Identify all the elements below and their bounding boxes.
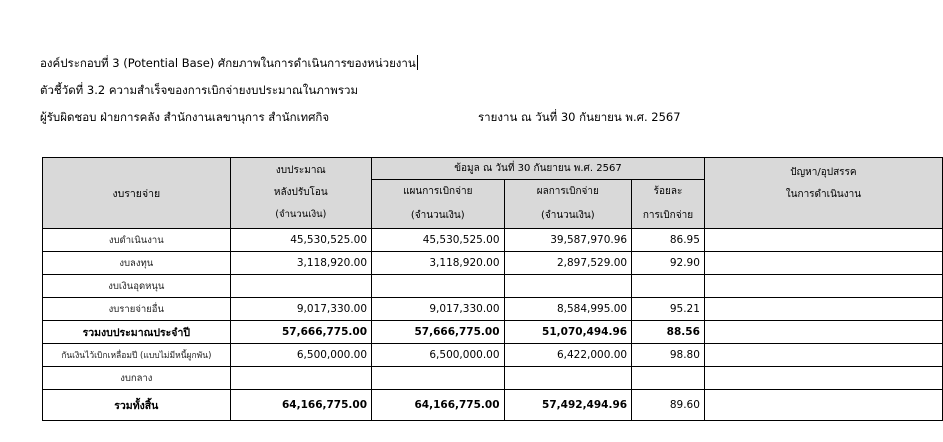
problem-cell[interactable] xyxy=(704,367,942,390)
text-cursor xyxy=(417,55,418,70)
budget-cell[interactable]: 57,666,775.00 xyxy=(230,321,371,344)
table-row xyxy=(43,367,943,390)
budget-cell[interactable]: 3,118,920.00 xyxy=(230,252,371,275)
header-expense-type[interactable] xyxy=(43,158,231,229)
table-row xyxy=(43,344,943,367)
percent-cell[interactable]: 88.56 xyxy=(632,321,705,344)
percent-cell[interactable]: 89.60 xyxy=(632,390,705,421)
header-data-group[interactable] xyxy=(372,158,705,180)
budget-table xyxy=(42,157,943,421)
percent-cell[interactable]: 92.90 xyxy=(632,252,705,275)
result-cell[interactable] xyxy=(504,275,632,298)
header-percent-line2: การเบิกจ่าย xyxy=(642,210,694,221)
header-plan-line2: (จำนวนเงิน) xyxy=(410,210,465,221)
problem-cell[interactable] xyxy=(704,321,942,344)
plan-cell[interactable]: 9,017,330.00 xyxy=(372,298,505,321)
problem-cell[interactable] xyxy=(704,275,942,298)
budget-cell[interactable] xyxy=(230,367,371,390)
problem-cell[interactable] xyxy=(704,229,942,252)
row-label[interactable]: งบลงทุน xyxy=(43,252,231,275)
plan-cell[interactable] xyxy=(372,367,505,390)
header-result[interactable] xyxy=(504,180,632,229)
heading-indicator-text: ตัวชี้วัดที่ 3.2 ความสำเร็จของการเบิกจ่ายงบประมาณในภาพรวม xyxy=(40,83,359,97)
doc-heading-indicator[interactable] xyxy=(40,82,358,100)
header-budget-line1: งบประมาณ xyxy=(275,165,326,176)
row-label[interactable]: งบกลาง xyxy=(43,367,231,390)
plan-cell[interactable]: 64,166,775.00 xyxy=(372,390,505,421)
header-problem-line2: ในการดำเนินงาน xyxy=(785,189,862,200)
row-label[interactable]: รวมทั้งสิ้น xyxy=(43,390,231,421)
table-row xyxy=(43,229,943,252)
problem-cell[interactable] xyxy=(704,252,942,275)
header-data-group-label: ข้อมูล ณ วันที่ 30 กันยายน พ.ศ. 2567 xyxy=(454,163,622,174)
percent-cell[interactable]: 86.95 xyxy=(632,229,705,252)
heading-owner-text: ผู้รับผิดชอบ ฝ่ายการคลัง สำนักงานเลขานุการ สำนักเทศกิจ xyxy=(40,110,330,124)
result-cell[interactable]: 51,070,494.96 xyxy=(504,321,632,344)
header-problem-line1: ปัญหา/อุปสรรค xyxy=(790,167,857,178)
percent-cell[interactable]: 98.80 xyxy=(632,344,705,367)
header-expense-label: งบรายจ่าย xyxy=(112,187,161,200)
row-label[interactable]: งบเงินอุดหนุน xyxy=(43,275,231,298)
result-cell[interactable]: 2,897,529.00 xyxy=(504,252,632,275)
header-percent-line1: ร้อยละ xyxy=(653,186,683,197)
header-plan[interactable] xyxy=(372,180,505,229)
percent-cell[interactable] xyxy=(632,275,705,298)
header-result-line1: ผลการเบิกจ่าย xyxy=(536,186,599,197)
plan-cell[interactable]: 3,118,920.00 xyxy=(372,252,505,275)
result-cell[interactable]: 57,492,494.96 xyxy=(504,390,632,421)
percent-cell[interactable] xyxy=(632,367,705,390)
table-row-total xyxy=(43,390,943,421)
plan-cell[interactable] xyxy=(372,275,505,298)
budget-cell[interactable]: 6,500,000.00 xyxy=(230,344,371,367)
budget-cell[interactable] xyxy=(230,275,371,298)
budget-cell[interactable]: 64,166,775.00 xyxy=(230,390,371,421)
header-percent[interactable] xyxy=(632,180,705,229)
header-budget[interactable] xyxy=(230,158,371,229)
budget-cell[interactable]: 45,530,525.00 xyxy=(230,229,371,252)
plan-cell[interactable]: 45,530,525.00 xyxy=(372,229,505,252)
header-result-line2: (จำนวนเงิน) xyxy=(540,210,595,221)
row-label[interactable]: งบรายจ่ายอื่น xyxy=(43,298,231,321)
table-row xyxy=(43,275,943,298)
header-budget-line2: หลังปรับโอน xyxy=(273,187,328,198)
plan-cell[interactable]: 57,666,775.00 xyxy=(372,321,505,344)
table-row xyxy=(43,252,943,275)
problem-cell[interactable] xyxy=(704,390,942,421)
header-plan-line1: แผนการเบิกจ่าย xyxy=(403,186,473,197)
percent-cell[interactable]: 95.21 xyxy=(632,298,705,321)
report-date[interactable]: รายงาน ณ วันที่ 30 กันยายน พ.ศ. 2567 xyxy=(478,110,681,124)
result-cell[interactable]: 8,584,995.00 xyxy=(504,298,632,321)
row-label[interactable]: งบดำเนินงาน xyxy=(43,229,231,252)
row-label[interactable]: รวมงบประมาณประจำปี xyxy=(43,321,231,344)
problem-cell[interactable] xyxy=(704,298,942,321)
budget-cell[interactable]: 9,017,330.00 xyxy=(230,298,371,321)
problem-cell[interactable] xyxy=(704,344,942,367)
doc-heading-owner[interactable] xyxy=(40,109,329,127)
doc-heading-component[interactable] xyxy=(40,55,418,73)
result-cell[interactable] xyxy=(504,367,632,390)
result-cell[interactable]: 6,422,000.00 xyxy=(504,344,632,367)
row-label[interactable]: กันเงินไว้เบิกเหลื่อมปี (แบบไม่มีหนี้ผูกพัน) xyxy=(43,344,231,367)
result-cell[interactable]: 39,587,970.96 xyxy=(504,229,632,252)
table-row xyxy=(43,298,943,321)
heading-component-text: องค์ประกอบที่ 3 (Potential Base) ศักยภาพในการดำเนินการของหน่วยงาน xyxy=(40,56,416,70)
header-problem[interactable] xyxy=(704,158,942,229)
table-row-subtotal xyxy=(43,321,943,344)
plan-cell[interactable]: 6,500,000.00 xyxy=(372,344,505,367)
header-budget-line3: (จำนวนเงิน) xyxy=(275,209,327,220)
